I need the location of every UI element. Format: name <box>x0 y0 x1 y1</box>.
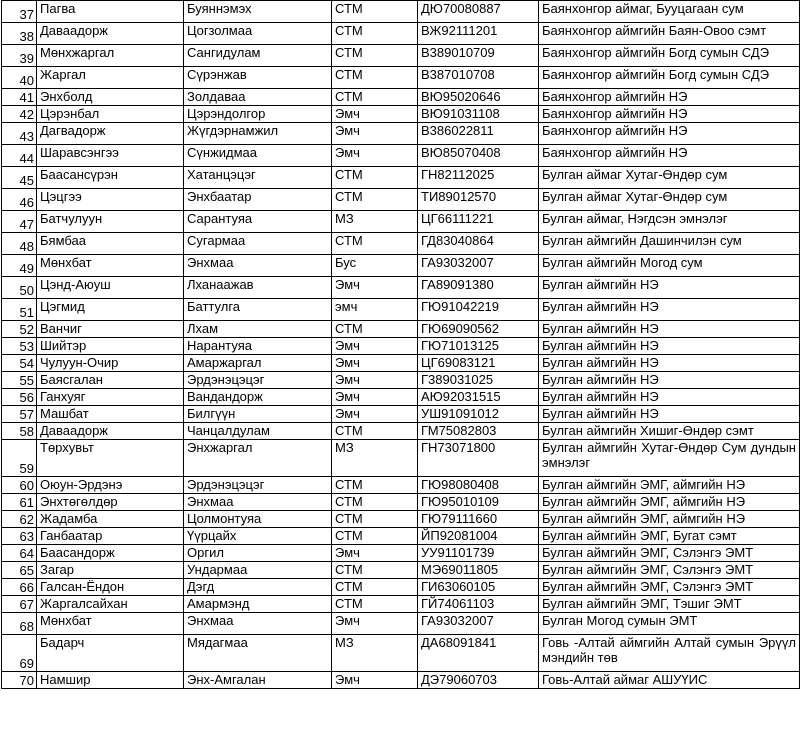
parent-name-cell: Цолмонтуяа <box>184 511 332 528</box>
row-number-cell: 43 <box>2 123 37 145</box>
position-cell: Эмч <box>332 672 418 689</box>
register-number-cell: В387010708 <box>418 67 539 89</box>
workplace-cell: Булган аймгийн НЭ <box>539 372 800 389</box>
person-name-cell: Мөнхжаргал <box>37 45 184 67</box>
row-number-cell: 45 <box>2 167 37 189</box>
workplace-cell: Булган аймгийн ЭМГ, Сэлэнгэ ЭМТ <box>539 579 800 596</box>
table-row <box>2 233 800 255</box>
row-number-cell: 61 <box>2 494 37 511</box>
person-name-cell: Баясгалан <box>37 372 184 389</box>
register-number-cell: МЭ69011805 <box>418 562 539 579</box>
register-number-cell: ГН82112025 <box>418 167 539 189</box>
person-name-cell: Галсан-Ёндон <box>37 579 184 596</box>
position-cell: Эмч <box>332 406 418 423</box>
person-name-cell: Батчулуун <box>37 211 184 233</box>
row-number-cell: 39 <box>2 45 37 67</box>
workplace-cell: Баянхонгор аймгийн НЭ <box>539 106 800 123</box>
workplace-cell: Баянхонгор аймгийн НЭ <box>539 123 800 145</box>
register-number-cell: ТИ89012570 <box>418 189 539 211</box>
workplace-cell: Булган аймгийн НЭ <box>539 321 800 338</box>
row-number-cell: 67 <box>2 596 37 613</box>
parent-name-cell: Амармэнд <box>184 596 332 613</box>
person-name-cell: Цэнд-Аюуш <box>37 277 184 299</box>
table-row <box>2 277 800 299</box>
table-row <box>2 440 800 477</box>
person-name-cell: Баасансүрэн <box>37 167 184 189</box>
parent-name-cell: Жүгдэрнамжил <box>184 123 332 145</box>
workplace-cell: Булган аймгийн Хишиг-Өндөр сэмт <box>539 423 800 440</box>
register-number-cell: ГА89091380 <box>418 277 539 299</box>
parent-name-cell: Хатанцэцэг <box>184 167 332 189</box>
position-cell: СТМ <box>332 233 418 255</box>
parent-name-cell: Сангидулам <box>184 45 332 67</box>
position-cell: СТМ <box>332 321 418 338</box>
workplace-cell: Баянхонгор аймаг, Бууцагаан сум <box>539 1 800 23</box>
parent-name-cell: Золдаваа <box>184 89 332 106</box>
register-number-cell: ГА93032007 <box>418 255 539 277</box>
register-number-cell: ГЮ98080408 <box>418 477 539 494</box>
parent-name-cell: Энхмаа <box>184 494 332 511</box>
workplace-cell: Булган аймгийн НЭ <box>539 338 800 355</box>
person-name-cell: Оюун-Эрдэнэ <box>37 477 184 494</box>
register-number-cell: УШ91091012 <box>418 406 539 423</box>
position-cell: СТМ <box>332 167 418 189</box>
register-number-cell: ДЮ70080887 <box>418 1 539 23</box>
workplace-cell: Булган аймаг, Нэгдсэн эмнэлэг <box>539 211 800 233</box>
position-cell: СТМ <box>332 494 418 511</box>
table-row <box>2 545 800 562</box>
position-cell: Эмч <box>332 545 418 562</box>
person-name-cell: Ванчиг <box>37 321 184 338</box>
register-number-cell: ГН73071800 <box>418 440 539 477</box>
row-number-cell: 65 <box>2 562 37 579</box>
parent-name-cell: Амаржаргал <box>184 355 332 372</box>
row-number-cell: 50 <box>2 277 37 299</box>
position-cell: СТМ <box>332 1 418 23</box>
workplace-cell: Булган аймгийн НЭ <box>539 277 800 299</box>
register-number-cell: ВЮ85070408 <box>418 145 539 167</box>
row-number-cell: 51 <box>2 299 37 321</box>
person-name-cell: Чулуун-Очир <box>37 355 184 372</box>
register-number-cell: Г389031025 <box>418 372 539 389</box>
register-number-cell: ЦГ66111221 <box>418 211 539 233</box>
person-name-cell: Даваадорж <box>37 23 184 45</box>
parent-name-cell: Энхмаа <box>184 613 332 635</box>
row-number-cell: 47 <box>2 211 37 233</box>
person-name-cell: Цэгмид <box>37 299 184 321</box>
register-number-cell: ГИ63060105 <box>418 579 539 596</box>
workplace-cell: Булган аймгийн НЭ <box>539 299 800 321</box>
register-number-cell: ГЮ95010109 <box>418 494 539 511</box>
register-number-cell: ЦГ69083121 <box>418 355 539 372</box>
register-number-cell: ВЮ91031108 <box>418 106 539 123</box>
position-cell: Эмч <box>332 123 418 145</box>
table-row <box>2 389 800 406</box>
row-number-cell: 49 <box>2 255 37 277</box>
person-name-cell: Баасандорж <box>37 545 184 562</box>
table-row <box>2 321 800 338</box>
position-cell: СТМ <box>332 477 418 494</box>
parent-name-cell: Энхмаа <box>184 255 332 277</box>
parent-name-cell: Нарантуяа <box>184 338 332 355</box>
register-number-cell: В386022811 <box>418 123 539 145</box>
table-row <box>2 23 800 45</box>
table-row <box>2 528 800 545</box>
row-number-cell: 37 <box>2 1 37 23</box>
row-number-cell: 63 <box>2 528 37 545</box>
person-name-cell: Намшир <box>37 672 184 689</box>
person-name-cell: Жаргалсайхан <box>37 596 184 613</box>
workplace-cell: Булган аймаг Хутаг-Өндөр сум <box>539 167 800 189</box>
parent-name-cell: Билгүүн <box>184 406 332 423</box>
workplace-cell: Булган аймгийн ЭМГ, аймгийн НЭ <box>539 511 800 528</box>
parent-name-cell: Үүрцайх <box>184 528 332 545</box>
workplace-cell: Баянхонгор аймгийн Богд сумын СДЭ <box>539 67 800 89</box>
workplace-cell: Говь -Алтай аймгийн Алтай сумын Эрүүл мэндийн төв <box>539 635 800 672</box>
parent-name-cell: Эрдэнэцэцэг <box>184 372 332 389</box>
person-name-cell: Пагва <box>37 1 184 23</box>
position-cell: Эмч <box>332 338 418 355</box>
position-cell: СТМ <box>332 579 418 596</box>
table-row <box>2 635 800 672</box>
row-number-cell: 70 <box>2 672 37 689</box>
person-name-cell: Шийтэр <box>37 338 184 355</box>
workplace-cell: Булган аймгийн НЭ <box>539 389 800 406</box>
table-row <box>2 613 800 635</box>
person-name-cell: Мөнхбат <box>37 255 184 277</box>
registry-table <box>1 0 800 689</box>
table-row <box>2 167 800 189</box>
register-number-cell: ДА68091841 <box>418 635 539 672</box>
row-number-cell: 41 <box>2 89 37 106</box>
position-cell: СТМ <box>332 511 418 528</box>
table-row <box>2 406 800 423</box>
position-cell: СТМ <box>332 67 418 89</box>
parent-name-cell: Оргил <box>184 545 332 562</box>
parent-name-cell: Ундармаа <box>184 562 332 579</box>
person-name-cell: Жадамба <box>37 511 184 528</box>
position-cell: СТМ <box>332 528 418 545</box>
register-number-cell: ЙП92081004 <box>418 528 539 545</box>
table-row <box>2 511 800 528</box>
parent-name-cell: Сүрэнжав <box>184 67 332 89</box>
register-number-cell: ВЮ95020646 <box>418 89 539 106</box>
parent-name-cell: Сүнжидмаа <box>184 145 332 167</box>
position-cell: СТМ <box>332 423 418 440</box>
person-name-cell: Даваадорж <box>37 423 184 440</box>
row-number-cell: 42 <box>2 106 37 123</box>
table-row <box>2 596 800 613</box>
row-number-cell: 69 <box>2 635 37 672</box>
table-row <box>2 372 800 389</box>
table-row <box>2 338 800 355</box>
register-number-cell: ГЮ69090562 <box>418 321 539 338</box>
workplace-cell: Булган аймгийн ЭМГ, аймгийн НЭ <box>539 494 800 511</box>
table-row <box>2 1 800 23</box>
position-cell: Эмч <box>332 613 418 635</box>
table-row <box>2 562 800 579</box>
position-cell: МЗ <box>332 211 418 233</box>
person-name-cell: Цэцгээ <box>37 189 184 211</box>
row-number-cell: 59 <box>2 440 37 477</box>
table-row <box>2 672 800 689</box>
table-row <box>2 255 800 277</box>
workplace-cell: Баянхонгор аймгийн Богд сумын СДЭ <box>539 45 800 67</box>
parent-name-cell: Баттулга <box>184 299 332 321</box>
person-name-cell: Энхболд <box>37 89 184 106</box>
table-row <box>2 106 800 123</box>
position-cell: Эмч <box>332 389 418 406</box>
register-number-cell: ГЮ79111660 <box>418 511 539 528</box>
row-number-cell: 60 <box>2 477 37 494</box>
parent-name-cell: Лханаажав <box>184 277 332 299</box>
row-number-cell: 56 <box>2 389 37 406</box>
row-number-cell: 53 <box>2 338 37 355</box>
workplace-cell: Говь-Алтай аймаг АШУҮИС <box>539 672 800 689</box>
position-cell: Эмч <box>332 277 418 299</box>
position-cell: МЗ <box>332 635 418 672</box>
position-cell: МЗ <box>332 440 418 477</box>
parent-name-cell: Энх-Амгалан <box>184 672 332 689</box>
workplace-cell: Булган аймгийн ЭМГ, Бугат сэмт <box>539 528 800 545</box>
parent-name-cell: Энхбаатар <box>184 189 332 211</box>
row-number-cell: 55 <box>2 372 37 389</box>
position-cell: СТМ <box>332 89 418 106</box>
row-number-cell: 66 <box>2 579 37 596</box>
table-row <box>2 494 800 511</box>
register-number-cell: УУ91101739 <box>418 545 539 562</box>
position-cell: Эмч <box>332 145 418 167</box>
register-number-cell: В389010709 <box>418 45 539 67</box>
register-number-cell: АЮ92031515 <box>418 389 539 406</box>
table-row <box>2 89 800 106</box>
position-cell: Эмч <box>332 372 418 389</box>
row-number-cell: 46 <box>2 189 37 211</box>
person-name-cell: Машбат <box>37 406 184 423</box>
table-row <box>2 477 800 494</box>
position-cell: СТМ <box>332 23 418 45</box>
workplace-cell: Булган аймгийн НЭ <box>539 355 800 372</box>
table-row <box>2 67 800 89</box>
row-number-cell: 40 <box>2 67 37 89</box>
person-name-cell: Дагвадорж <box>37 123 184 145</box>
position-cell: Эмч <box>332 106 418 123</box>
position-cell: СТМ <box>332 562 418 579</box>
parent-name-cell: Цогзолмаа <box>184 23 332 45</box>
row-number-cell: 44 <box>2 145 37 167</box>
register-number-cell: ГА93032007 <box>418 613 539 635</box>
parent-name-cell: Сарантуяа <box>184 211 332 233</box>
table-row <box>2 579 800 596</box>
workplace-cell: Булган аймгийн ЭМГ, Сэлэнгэ ЭМТ <box>539 545 800 562</box>
person-name-cell: Бямбаа <box>37 233 184 255</box>
workplace-cell: Булган Могод сумын ЭМТ <box>539 613 800 635</box>
registry-table-body <box>2 1 800 689</box>
row-number-cell: 52 <box>2 321 37 338</box>
workplace-cell: Булган аймгийн Могод сум <box>539 255 800 277</box>
parent-name-cell: Мядагмаа <box>184 635 332 672</box>
workplace-cell: Булган аймгийн НЭ <box>539 406 800 423</box>
person-name-cell: Жаргал <box>37 67 184 89</box>
workplace-cell: Булган аймгийн Дашинчилэн сум <box>539 233 800 255</box>
parent-name-cell: Энхжаргал <box>184 440 332 477</box>
table-row <box>2 211 800 233</box>
row-number-cell: 68 <box>2 613 37 635</box>
position-cell: эмч <box>332 299 418 321</box>
parent-name-cell: Дэгд <box>184 579 332 596</box>
register-number-cell: ГД83040864 <box>418 233 539 255</box>
position-cell: Бус <box>332 255 418 277</box>
position-cell: СТМ <box>332 45 418 67</box>
workplace-cell: Булган аймгийн ЭМГ, Тэшиг ЭМТ <box>539 596 800 613</box>
parent-name-cell: Лхам <box>184 321 332 338</box>
register-number-cell: ВЖ92111201 <box>418 23 539 45</box>
row-number-cell: 62 <box>2 511 37 528</box>
table-row <box>2 423 800 440</box>
table-row <box>2 189 800 211</box>
person-name-cell: Загар <box>37 562 184 579</box>
table-row <box>2 145 800 167</box>
register-number-cell: ГМ75082803 <box>418 423 539 440</box>
person-name-cell: Мөнхбат <box>37 613 184 635</box>
workplace-cell: Баянхонгор аймгийн НЭ <box>539 145 800 167</box>
workplace-cell: Баянхонгор аймгийн Баян-Овоо сэмт <box>539 23 800 45</box>
person-name-cell: Бадарч <box>37 635 184 672</box>
person-name-cell: Энхтөгөлдөр <box>37 494 184 511</box>
parent-name-cell: Буяннэмэх <box>184 1 332 23</box>
row-number-cell: 54 <box>2 355 37 372</box>
row-number-cell: 38 <box>2 23 37 45</box>
row-number-cell: 64 <box>2 545 37 562</box>
workplace-cell: Баянхонгор аймгийн НЭ <box>539 89 800 106</box>
parent-name-cell: Вандандорж <box>184 389 332 406</box>
parent-name-cell: Эрдэнэцэцэг <box>184 477 332 494</box>
table-row <box>2 299 800 321</box>
workplace-cell: Булган аймаг Хутаг-Өндөр сум <box>539 189 800 211</box>
position-cell: СТМ <box>332 596 418 613</box>
table-row <box>2 45 800 67</box>
parent-name-cell: Сугармаа <box>184 233 332 255</box>
position-cell: Эмч <box>332 355 418 372</box>
table-row <box>2 355 800 372</box>
row-number-cell: 48 <box>2 233 37 255</box>
workplace-cell: Булган аймгийн ЭМГ, аймгийн НЭ <box>539 477 800 494</box>
position-cell: СТМ <box>332 189 418 211</box>
workplace-cell: Булган аймгийн Хутаг-Өндөр Сум дундын эмнэлэг <box>539 440 800 477</box>
person-name-cell: Шаравсэнгээ <box>37 145 184 167</box>
workplace-cell: Булган аймгийн ЭМГ, Сэлэнгэ ЭМТ <box>539 562 800 579</box>
person-name-cell: Ганхуяг <box>37 389 184 406</box>
person-name-cell: Ганбаатар <box>37 528 184 545</box>
row-number-cell: 58 <box>2 423 37 440</box>
register-number-cell: ГЮ71013125 <box>418 338 539 355</box>
register-number-cell: ДЭ79060703 <box>418 672 539 689</box>
register-number-cell: ГЙ74061103 <box>418 596 539 613</box>
person-name-cell: Цэрэнбал <box>37 106 184 123</box>
parent-name-cell: Чанцалдулам <box>184 423 332 440</box>
register-number-cell: ГЮ91042219 <box>418 299 539 321</box>
table-row <box>2 123 800 145</box>
person-name-cell: Төрхувьт <box>37 440 184 477</box>
parent-name-cell: Цэрэндолгор <box>184 106 332 123</box>
row-number-cell: 57 <box>2 406 37 423</box>
